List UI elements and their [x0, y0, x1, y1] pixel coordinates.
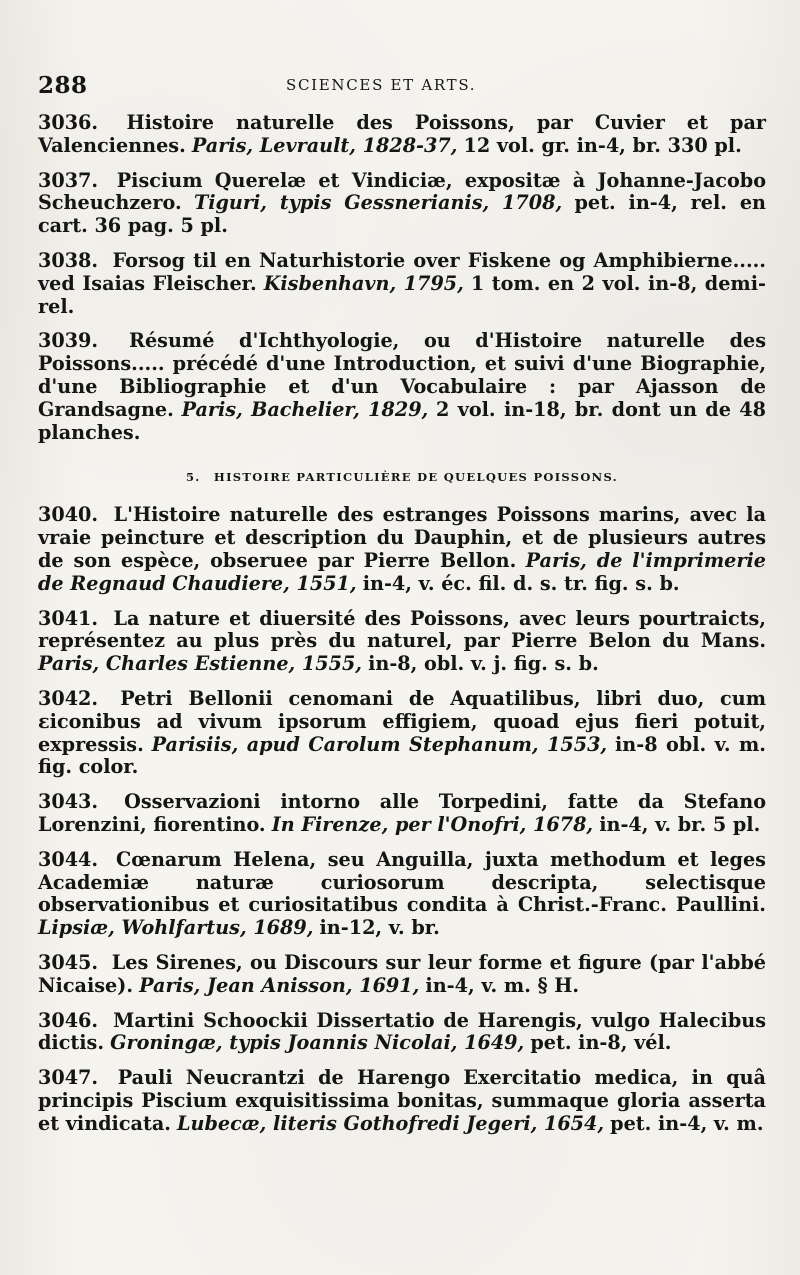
catalog-entry: [38, 849, 766, 940]
entry-imprint: Paris, de l'imprimerie de Regnaud Chaudiere, 1551,: [38, 548, 766, 595]
catalog-entry: [38, 330, 766, 444]
entry-title: L'Histoire naturelle des estranges Poissons marins, avec la vraie peincture et description du Dauphin, et de plusieurs autres de son espèce, obseruee par Pierre Bellon.: [38, 503, 766, 572]
entry-note: pet. in-4, v. m.: [610, 1111, 764, 1135]
entries-before-section: [38, 112, 766, 444]
catalog-entry: [38, 952, 766, 998]
entry-title: Cœnarum Helena, seu Anguilla, juxta methodum et leges Academiæ naturæ curiosorum descripta, selectisque observationibus et curiositatibus condita à Christ.-Franc. Paullini.: [38, 847, 766, 917]
catalog-entry: [38, 1067, 766, 1135]
entry-number: 3043.: [38, 790, 99, 814]
catalog-entry: [38, 112, 766, 158]
entry-number: 3045.: [38, 950, 99, 974]
entry-title: Forsog til en Naturhistorie over Fiskene og Amphibierne..... ved Isaias Fleischer.: [38, 248, 766, 295]
entry-note: 1 tom. en 2 vol. in-8, demi-rel.: [38, 271, 766, 318]
catalog-entry: [38, 688, 766, 779]
entry-note: 12 vol. gr. in-4, br. 330 pl.: [463, 133, 742, 157]
catalog-entry: [38, 608, 766, 676]
catalog-entry: [38, 1010, 766, 1056]
entry-note: in-12, v. br.: [319, 916, 440, 940]
entry-number: 3041.: [38, 606, 99, 630]
entry-imprint: Groningæ, typis Joannis Nicolai, 1649,: [110, 1031, 525, 1055]
entry-number: 3038.: [38, 248, 99, 272]
entry-note: pet. in-8, vél.: [530, 1031, 672, 1055]
entry-imprint: Paris, Jean Anisson, 1691,: [139, 973, 420, 997]
entry-imprint: Kisbenhavn, 1795,: [263, 271, 464, 295]
entry-imprint: Lubecæ, literis Gothofredi Jegeri, 1654,: [177, 1111, 605, 1135]
entry-note: pet. in-4, rel. en cart. 36 pag. 5 pl.: [38, 191, 766, 238]
entry-note: 2 vol. in-18, br. dont un de 48 planches.: [38, 397, 766, 444]
page-number: 288: [38, 72, 88, 99]
entry-title: Osservazioni intorno alle Torpedini, fatte da Stefano Lorenzini, fiorentino.: [38, 790, 766, 836]
section-title: HISTOIRE PARTICULIÈRE DE QUELQUES POISSONS.: [213, 470, 618, 485]
section-heading: [38, 470, 766, 484]
entry-number: 3044.: [38, 847, 99, 871]
entry-title: Martini Schoockii Dissertatio de Harengis, vulgo Halecibus dictis.: [38, 1008, 766, 1055]
catalog-entry: [38, 170, 766, 238]
entry-imprint: Parisiis, apud Carolum Stephanum, 1553,: [151, 732, 608, 756]
entry-imprint: Paris, Charles Estienne, 1555,: [38, 652, 362, 676]
entry-note: in-4, v. m. § H.: [425, 973, 580, 997]
entry-title: Petri Bellonii cenomani de Aquatilibus, libri duo, cum εiconibus ad vivum ipsorum effigiem, quoad ejus fieri potuit, expressis.: [38, 686, 766, 756]
entry-note: in-8, obl. v. j. fig. s. b.: [368, 652, 599, 676]
entry-number: 3042.: [38, 686, 99, 710]
entry-imprint: Lipsiæ, Wohlfartus, 1689,: [38, 916, 314, 940]
entry-title: La nature et diuersité des Poissons, avec leurs pourtraicts, représentez au plus près du naturel, par Pierre Belon du Mans.: [38, 606, 766, 653]
catalog-entry: [38, 250, 766, 318]
entry-imprint: Tiguri, typis Gessnerianis, 1708,: [193, 191, 563, 215]
entry-number: 3040.: [38, 503, 99, 527]
entry-title: Pauli Neucrantzi de Harengo Exercitatio medica, in quâ principis Piscium exquisitissima bonitas, summaque gloria asserta et vindicata.: [38, 1066, 766, 1135]
entry-title: Piscium Querelæ et Vindiciæ, expositæ à Johanne-Jacobo Scheuchzero.: [38, 168, 767, 215]
entry-title: Les Sirenes, ou Discours sur leur forme et figure (par l'abbé Nicaise).: [38, 950, 766, 997]
section-number: 5.: [185, 470, 201, 485]
entry-title: Résumé d'Ichthyologie, ou d'Histoire naturelle des Poissons..... précédé d'une Introduction, et suivi d'une Biographie, d'une Bibliographie et d'un Vocabulaire : par Ajasson de Grandsagne.: [38, 329, 766, 421]
entry-imprint: Paris, Bachelier, 1829,: [181, 397, 429, 421]
entry-imprint: In Firenze, per l'Onofri, 1678,: [271, 812, 594, 836]
entry-title: Histoire naturelle des Poissons, par Cuvier et par Valenciennes.: [38, 111, 766, 157]
entry-note: in-4, v. br. 5 pl.: [599, 812, 761, 836]
running-head: SCIENCES ET ARTS.: [286, 76, 477, 94]
entry-number: 3037.: [38, 168, 99, 192]
catalog-entry: [38, 504, 766, 595]
entries-after-section: [38, 504, 766, 1135]
entry-note: in-8 obl. v. m. fig. color.: [38, 732, 766, 779]
page-header: [38, 72, 766, 104]
entry-note: in-4, v. éc. fil. d. s. tr. fig. s. b.: [362, 571, 680, 595]
entry-number: 3047.: [38, 1066, 99, 1090]
entry-number: 3046.: [38, 1008, 99, 1032]
entry-number: 3036.: [38, 111, 99, 134]
entry-imprint: Paris, Levrault, 1828-37,: [191, 133, 458, 157]
entry-number: 3039.: [38, 329, 99, 353]
catalog-entry: [38, 791, 766, 837]
